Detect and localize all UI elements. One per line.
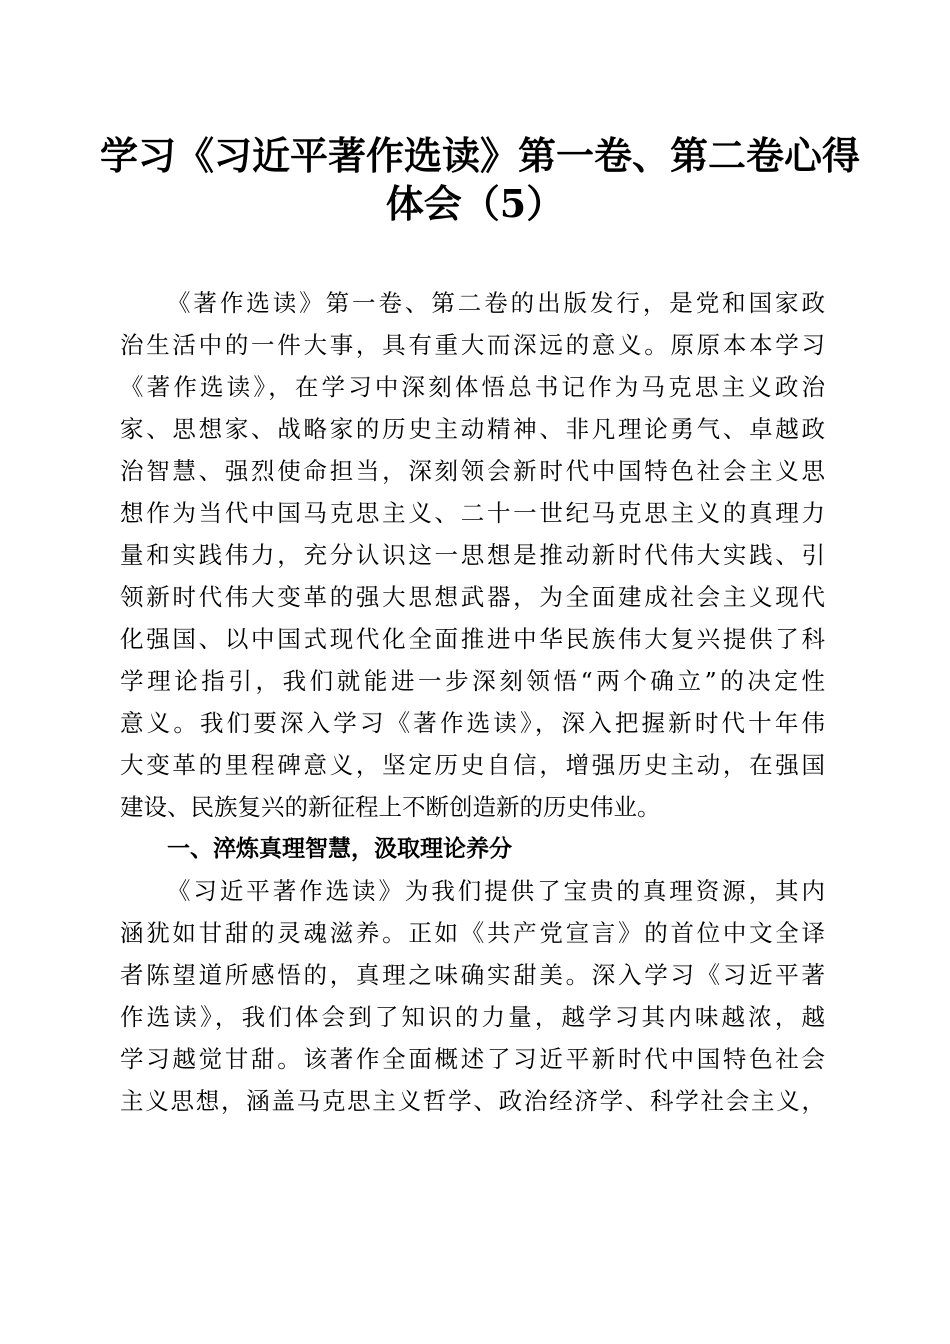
title-line-1: 学习《习近平著作选读》第一卷、第二卷心得: [100, 133, 861, 178]
paragraph-line: 《著作选读》，在学习中深刻体悟总书记作为马克思主义政治: [120, 373, 825, 401]
document-body: [120, 282, 825, 1122]
paragraph-line: 学习越觉甘甜。该著作全面概述了习近平新时代中国特色社会: [120, 1045, 825, 1073]
paragraph-line: 学理论指引，我们就能进一步深刻领悟“两个确立”的决定性: [120, 667, 825, 695]
paragraph-line: 治智慧、强烈使命担当，深刻领会新时代中国特色社会主义思: [120, 457, 825, 485]
document-title: [100, 132, 861, 228]
paragraph-line: 想作为当代中国马克思主义、二十一世纪马克思主义的真理力: [120, 499, 825, 527]
paragraph-line: 治生活中的一件大事，具有重大而深远的意义。原原本本学习: [120, 331, 825, 359]
paragraph-line: 《习近平著作选读》为我们提供了宝贵的真理资源，其内: [167, 877, 825, 905]
paragraph-1: [120, 282, 825, 828]
title-line-2: 体会（5）: [385, 181, 565, 226]
paragraph-line: 主义思想，涵盖马克思主义哲学、政治经济学、科学社会主义，: [120, 1087, 825, 1115]
paragraph-line: 大变革的里程碑意义，坚定历史自信，增强历史主动，在强国: [120, 751, 825, 779]
section-heading: 一、淬炼真理智慧，汲取理论养分: [167, 836, 512, 862]
paragraph-line: 量和实践伟力，充分认识这一思想是推动新时代伟大实践、引: [120, 541, 825, 569]
paragraph-line: 家、思想家、战略家的历史主动精神、非凡理论勇气、卓越政: [120, 415, 825, 443]
paragraph-line: 作选读》，我们体会到了知识的力量，越学习其内味越浓，越: [120, 1003, 825, 1031]
paragraph-line: 者陈望道所感悟的，真理之味确实甜美。深入学习《习近平著: [120, 961, 825, 989]
paragraph-line: 涵犹如甘甜的灵魂滋养。正如《共产党宣言》的首位中文全译: [120, 919, 825, 947]
paragraph-2: [120, 870, 825, 1122]
paragraph-line: 《著作选读》第一卷、第二卷的出版发行，是党和国家政: [167, 289, 825, 317]
paragraph-line: 建设、民族复兴的新征程上不断创造新的历史伟业。: [120, 793, 661, 821]
paragraph-line: 领新时代伟大变革的强大思想武器，为全面建成社会主义现代: [120, 583, 825, 611]
paragraph-line: 意义。我们要深入学习《著作选读》，深入把握新时代十年伟: [120, 709, 825, 737]
paragraph-line: 化强国、以中国式现代化全面推进中华民族伟大复兴提供了科: [120, 625, 825, 653]
